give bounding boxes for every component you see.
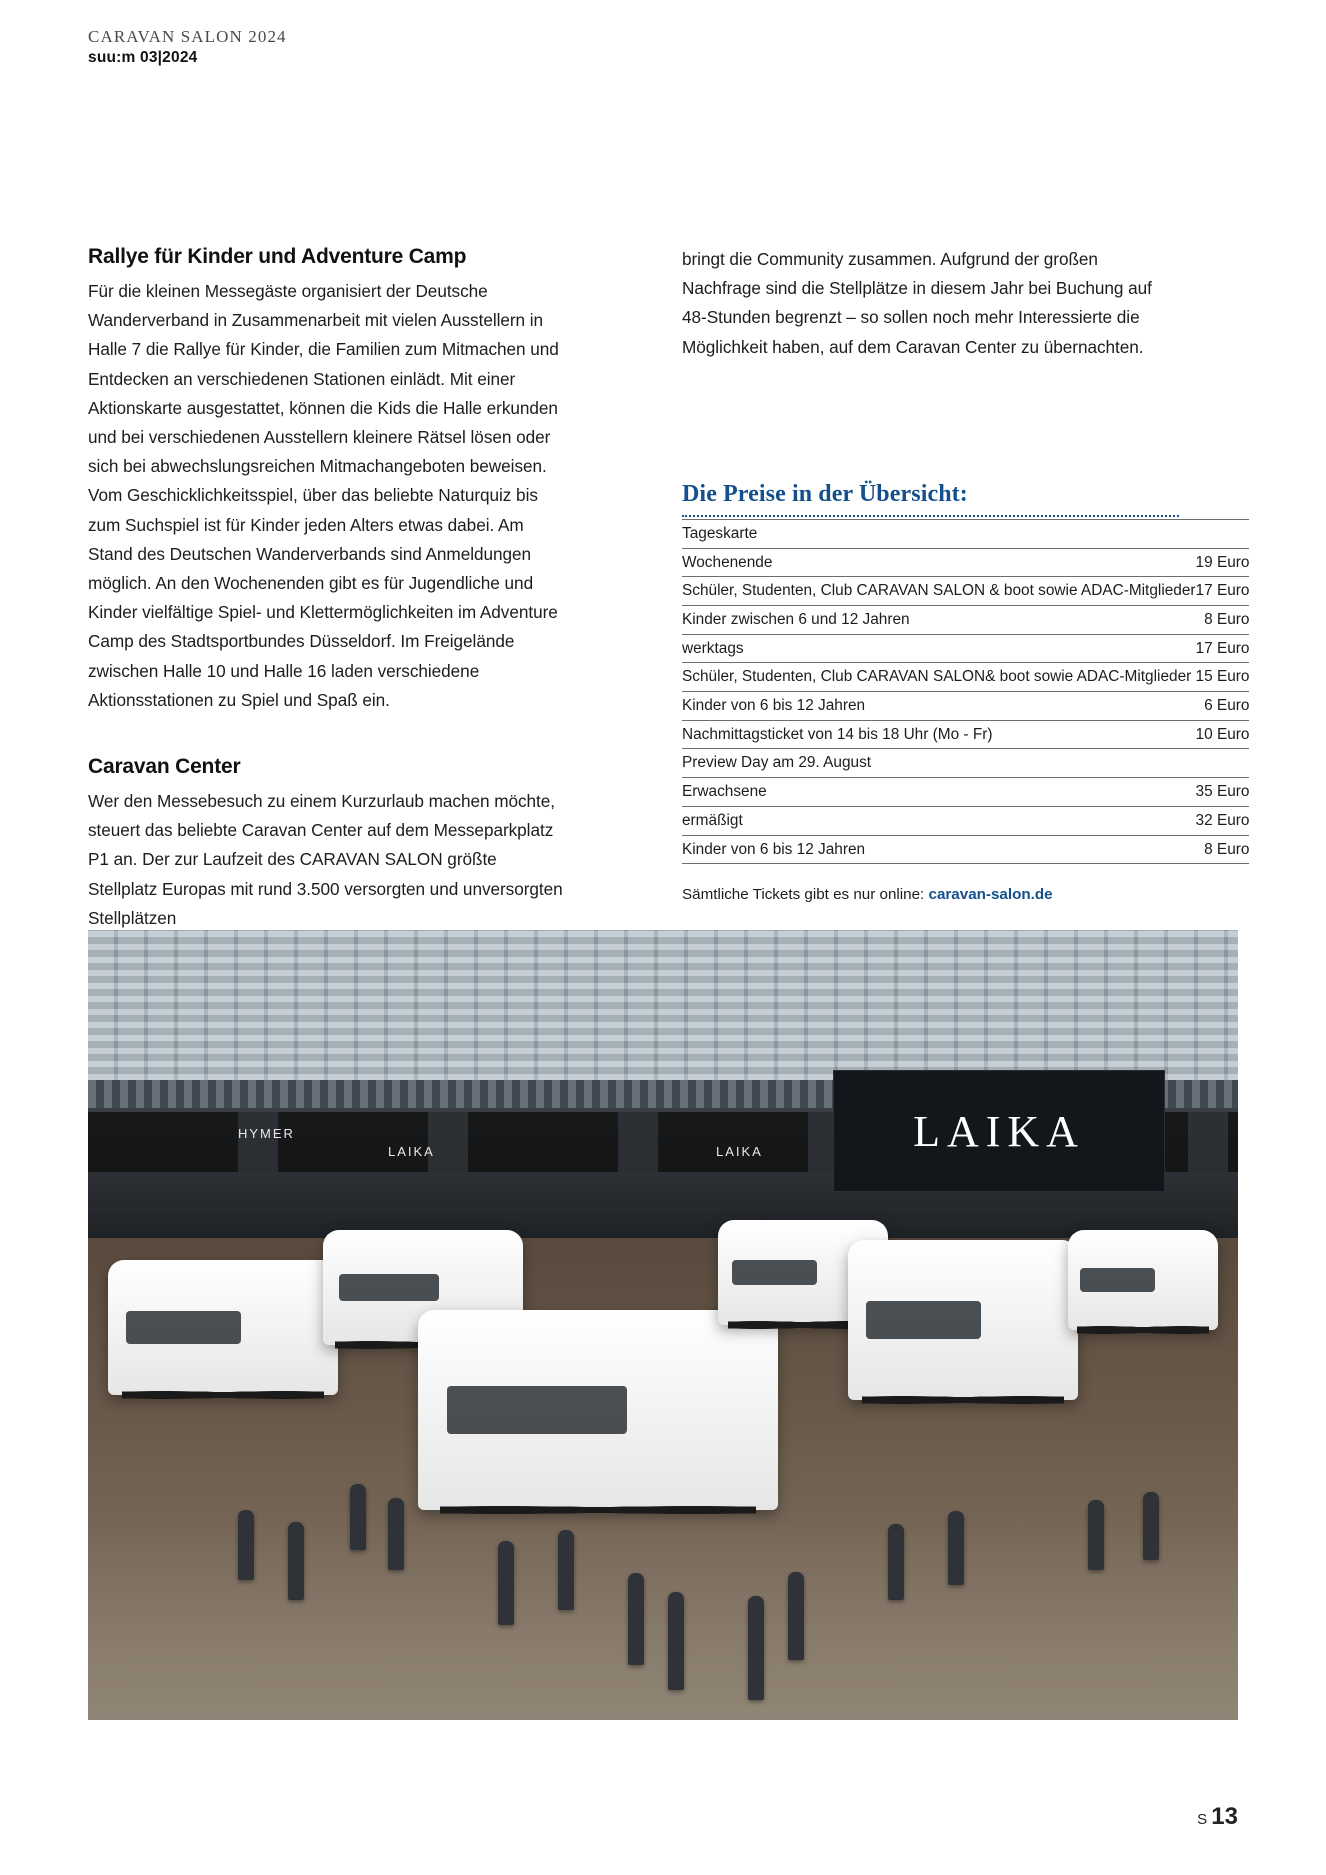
heading-rallye: Rallye für Kinder und Adventure Camp <box>88 245 467 268</box>
visitor <box>558 1530 574 1610</box>
price-value: 15 Euro <box>1196 663 1250 692</box>
price-label: Preview Day am 29. August <box>682 749 1196 778</box>
photo-ceiling <box>88 930 1238 1080</box>
visitor <box>1143 1492 1159 1560</box>
table-row <box>682 692 1249 721</box>
laika-banner <box>833 1070 1165 1192</box>
price-label: Kinder von 6 bis 12 Jahren <box>682 835 1196 864</box>
visitor <box>288 1522 304 1600</box>
price-heading: Die Preise in der Übersicht: <box>682 480 968 507</box>
visitor <box>388 1498 404 1570</box>
price-table-body <box>682 519 1249 863</box>
price-value: 8 Euro <box>1196 605 1250 634</box>
motorhome <box>418 1310 778 1510</box>
visitor <box>788 1572 804 1660</box>
price-label: Tageskarte <box>682 519 1196 548</box>
table-row <box>682 548 1249 577</box>
sign-hymer: HYMER <box>238 1126 295 1141</box>
paragraph-rallye: Für die kleinen Messegäste organisiert der Deutsche Wanderverband in Zusammenarbeit mit vielen Ausstellern in Halle 7 die Rallye für Kinder, die Familien zum Mitmachen und Entdecken an verschiedenen Stationen einlädt. Mit einer Aktionskarte ausgestattet, können die Kids die Halle erkunden und bei verschiedenen Ausstellern kleinere Rätsel lösen oder sich bei abwechslungsreichen Mitmachangeboten beweisen. Vom Geschicklichkeitsspiel, über das beliebte Naturquiz bis zum Suchspiel ist für Kinder jeden Alters etwas dabei. Am Stand des Deutschen Wanderverbands sind Anmeldungen möglich. An den Wochenenden gibt es für Jugendliche und Kinder vielfältige Spiel- und Klettermöglichkeiten im Adventure Camp des Stadtsportbundes Düsseldorf. Im Freigelände zwischen Halle 10 und Halle 16 laden verschiedene Aktionsstationen zu Spiel und Spaß ein. <box>88 281 559 710</box>
visitor <box>1088 1500 1104 1570</box>
page-number-value: 13 <box>1211 1803 1238 1830</box>
price-value: 17 Euro <box>1196 634 1250 663</box>
price-value: 10 Euro <box>1196 720 1250 749</box>
price-overview-block <box>682 480 1250 904</box>
visitor <box>748 1596 764 1700</box>
price-label: werktags <box>682 634 1196 663</box>
price-label: Schüler, Studenten, Club CARAVAN SALON & boot sowie ADAC-Mitglieder <box>682 577 1196 606</box>
visitor <box>628 1573 644 1665</box>
page-number <box>1197 1803 1238 1831</box>
table-row <box>682 806 1249 835</box>
price-value: 17 Euro <box>1196 577 1250 606</box>
visitor <box>238 1510 254 1580</box>
trade-show-photo <box>88 930 1238 1720</box>
visitor <box>498 1541 514 1625</box>
table-row <box>682 663 1249 692</box>
visitor <box>668 1592 684 1690</box>
price-label: ermäßigt <box>682 806 1196 835</box>
page-prefix: S <box>1197 1811 1208 1828</box>
price-label: Nachmittagsticket von 14 bis 18 Uhr (Mo - Fr) <box>682 720 1196 749</box>
price-value: 6 Euro <box>1196 692 1250 721</box>
price-table <box>682 519 1249 864</box>
heading-caravan-center: Caravan Center <box>88 755 241 779</box>
paragraph-continuation: bringt die Community zusammen. Aufgrund der großen Nachfrage sind die Stellplätze in diesem Jahr bei Buchung auf 48-Stunden begrenzt – so sollen noch mehr Interessierte die Möglichkeit haben, auf dem Caravan Center zu übernachten. <box>682 249 1152 357</box>
dotted-rule <box>682 515 1179 517</box>
price-label: Kinder von 6 bis 12 Jahren <box>682 692 1196 721</box>
price-value: 35 Euro <box>1196 778 1250 807</box>
table-row <box>682 835 1249 864</box>
price-label: Wochenende <box>682 548 1196 577</box>
table-row <box>682 634 1249 663</box>
ticket-note <box>682 886 1179 903</box>
ticket-note-text: Sämtliche Tickets gibt es nur online: <box>682 886 929 904</box>
table-row <box>682 749 1249 778</box>
right-column <box>682 245 1250 904</box>
header-kicker: CARAVAN SALON 2024 <box>88 27 287 46</box>
visitor <box>888 1524 904 1600</box>
visitor <box>350 1484 366 1550</box>
ticket-note-link[interactable]: caravan-salon.de <box>928 886 1053 904</box>
price-label: Kinder zwischen 6 und 12 Jahren <box>682 605 1196 634</box>
sign-laika-truss-2: LAIKA <box>716 1144 763 1159</box>
price-value: 19 Euro <box>1196 548 1250 577</box>
price-value <box>1196 519 1250 548</box>
table-row <box>682 577 1249 606</box>
table-row <box>682 605 1249 634</box>
header-issue: suu:m 03|2024 <box>88 49 198 67</box>
left-column <box>88 245 568 933</box>
price-value <box>1196 749 1250 778</box>
motorhome <box>848 1240 1078 1400</box>
motorhome <box>1068 1230 1218 1330</box>
price-label: Schüler, Studenten, Club CARAVAN SALON& boot sowie ADAC-Mitglieder <box>682 663 1196 692</box>
page-header <box>88 26 287 67</box>
paragraph-caravan-center: Wer den Messebesuch zu einem Kurzurlaub machen möchte, steuert das beliebte Caravan Center auf dem Messeparkplatz P1 an. Der zur Laufzeit des CARAVAN SALON größte Stellplatz Europas mit rund 3.500 versorgten und unversorgten Stellplätzen <box>88 791 563 928</box>
price-value: 8 Euro <box>1196 835 1250 864</box>
table-row <box>682 519 1249 548</box>
price-label: Erwachsene <box>682 778 1196 807</box>
motorhome <box>108 1260 338 1395</box>
visitor <box>948 1511 964 1585</box>
price-value: 32 Euro <box>1196 806 1250 835</box>
laika-banner-text: LAIKA <box>913 1106 1085 1156</box>
sign-laika-truss-1: LAIKA <box>388 1144 435 1159</box>
table-row <box>682 720 1249 749</box>
table-row <box>682 778 1249 807</box>
